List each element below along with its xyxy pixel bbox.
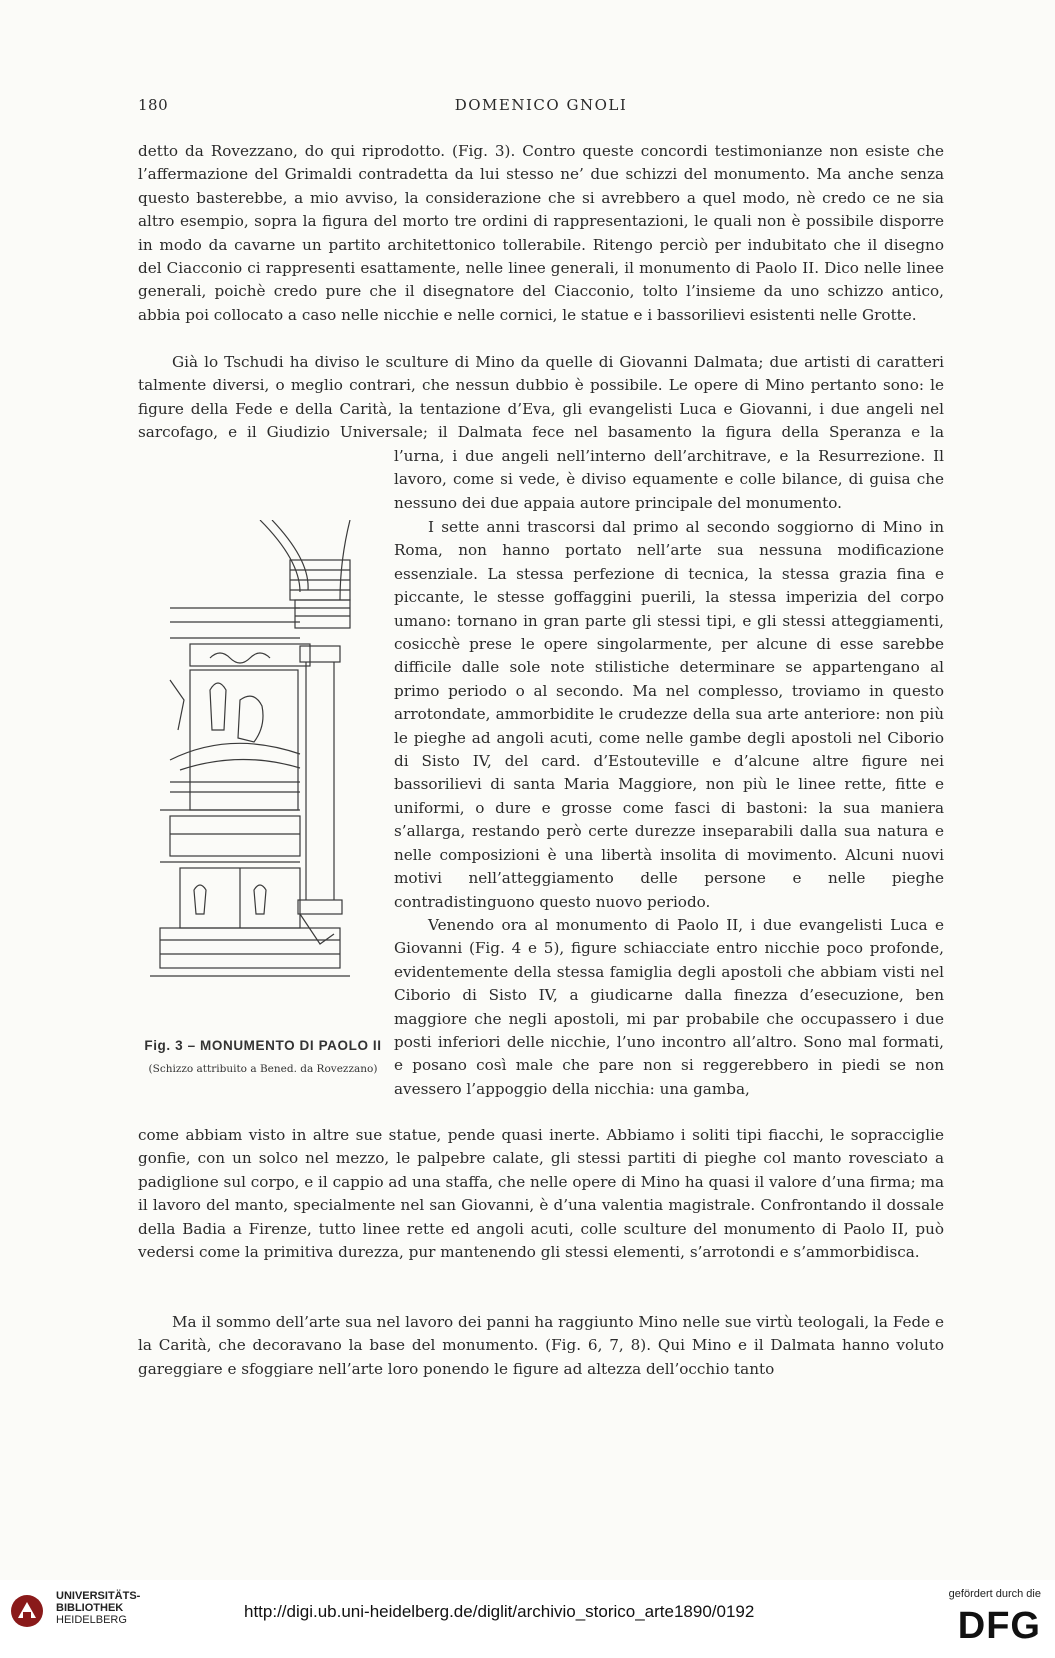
page-header: [138, 96, 944, 120]
running-head: DOMENICO GNOLI: [454, 96, 628, 114]
paragraph-5: Ma il sommo dell’arte sua nel lavoro dei panni ha raggiunto Mino nelle sue virtù teologali, la Fede e la Carità, che decoravano la base del monumento. (Fig. 6, 7, 8). Qui Mino e il Dalmata hanno voluto gareggiare e sfoggiare nell’arte loro ponendo le figure ad altezza dell’occhio tanto: [138, 1313, 944, 1378]
page-number: 180: [138, 96, 169, 114]
source-url-link[interactable]: http://digi.ub.uni-heidelberg.de/diglit/archivio_storico_arte1890/0192: [244, 1602, 755, 1621]
dfg-logo: DFG: [957, 1605, 1041, 1647]
footer-bar: [0, 1580, 1055, 1658]
paragraph-2-continued: l’urna, i due angeli nell’interno dell’architrave, e la Resurrezione. Il lavoro, come si vede, è diviso equamente e colle bilance, di guisa che nessuno dei due appaia autore principale del monumento.: [394, 447, 944, 512]
library-name: UNIVERSITÄTS- BIBLIOTHEK HEIDELBERG: [56, 1590, 141, 1626]
paragraph-4: Venendo ora al monumento di Paolo II, i due evangelisti Luca e Giovanni (Fig. 4 e 5), figure schiacciate entro nicchie poco profonde, evidentemente della stessa famiglia degli apostoli che abbiam visti nel Ciborio di Sisto IV, a giudicarne dalla finezza d’esecuzione, ben maggiore che negli apostoli, mi par probabile che occupassero i due posti inferiori delle nicchie, l’uno incontro all’altro. Sono mal formati, e posano così male che pare non si reggerebbero in piedi se non avessero l’appoggio della nicchia: una gamba,: [394, 916, 944, 1098]
paragraph-4-continued: come abbiam visto in altre sue statue, pende quasi inerte. Abbiamo i soliti tipi fiacchi, le sopracciglie gonfie, con un solco nel mezzo, le palpebre calate, gli stessi partiti di pieghe col manto rovesciato a padiglione sul corpo, e il cappio ad una staffa, che nelle opere di Mino ha quasi il valore d’una firma; ma il lavoro del manto, specialmente nel san Giovanni, è d’una valentia magistrale. Confrontando il dossale della Badia a Firenze, tutto linee rette ed angoli acuti, colle sculture del monumento di Paolo II, può vedersi come la primitiva durezza, pur mantenendo gli stessi elementi, s’arrotondi e s’ammorbidisca.: [138, 1126, 945, 1262]
monument-sketch: [150, 520, 376, 1020]
university-library-logo-icon: [10, 1594, 44, 1628]
figure-caption: Fig. 3 – MONUMENTO DI PAOLO II: [144, 1038, 382, 1053]
funded-by-label: gefördert durch die: [948, 1588, 1041, 1600]
figure-subcaption: (Schizzo attribuito a Bened. da Rovezzano): [148, 1063, 378, 1075]
figure-3: [134, 508, 392, 1086]
paragraph-2: Già lo Tschudi ha diviso le sculture di Mino da quelle di Giovanni Dalmata; due artisti di caratteri talmente diversi, o meglio contrari, che nessun dubbio è possibile. Le opere di Mino pertanto sono: le figure della Fede e della Carità, la tentazione d’Eva, gli evangelisti Luca e Giovanni, i due angeli nel sarcofago, e il Giudizio Universale; il Dalmata fece nel basamento la figura della Speranza e la: [138, 353, 944, 442]
paragraph-1: detto da Rovezzano, do qui riprodotto. (Fig. 3). Contro queste concordi testimonianze non esiste che l’affermazione del Grimaldi contradetta da lui stesso ne’ due schizzi del monumento. Ma anche senza questo basterebbe, a mio avviso, la considerazione che si avrebbero a quel modo, nè credo ce ne sia altro esempio, sopra la figura del morto tre ordini di rappresentazioni, le quali non è possibile disporre in modo da cavarne un partito architettonico tollerabile. Ritengo perciò per indubitato che il disegno del Ciacconio ci rappresenti esattamente, nelle linee generali, il monumento di Paolo II. Dico nelle linee generali, poichè credo pure che il disegnatore del Ciacconio, tolto l’insieme da uno schizzo antico, abbia poi collocato a caso nelle nicchie e nelle cornici, le statue e i bassorilievi esistenti nelle Grotte.: [138, 142, 944, 324]
paragraph-3: I sette anni trascorsi dal primo al secondo soggiorno di Mino in Roma, non hanno portato nell’arte sua nessuna modificazione essenziale. La stessa perfezione di tecnica, la stessa grazia fina e piccante, le stesse goffaggini puerili, la stessa imperizia del corpo umano: tornano in gran parte gli stessi tipi, e gli stessi atteggiamenti, cosicchè prese le opere singolarmente, per alcune di esse sarebbe difficile dalle sole note stilistiche determinare se appartengano al primo periodo o al secondo. Ma nel complesso, troviamo in questo arrotondate, ammorbidite le crudezze della sua arte anteriore: non più le pieghe ad angoli acuti, come nelle gambe degli apostoli nel Ciborio di Sisto IV, del card. d’Estouteville e d’alcune altre figure nei bassorilievi di santa Maria Maggiore, non più le linee rette, fitte e uniformi, o dure e grosse come fasci di bastoni: la sua maniera s’allarga, restando però certe durezze inseparabili dalla sua natura e nelle composizioni è una libertà insolita di movimento. Alcuni nuovi motivi nell’atteggiamento delle persone e nelle pieghe contradistinguono questo nuovo periodo.: [394, 518, 944, 911]
